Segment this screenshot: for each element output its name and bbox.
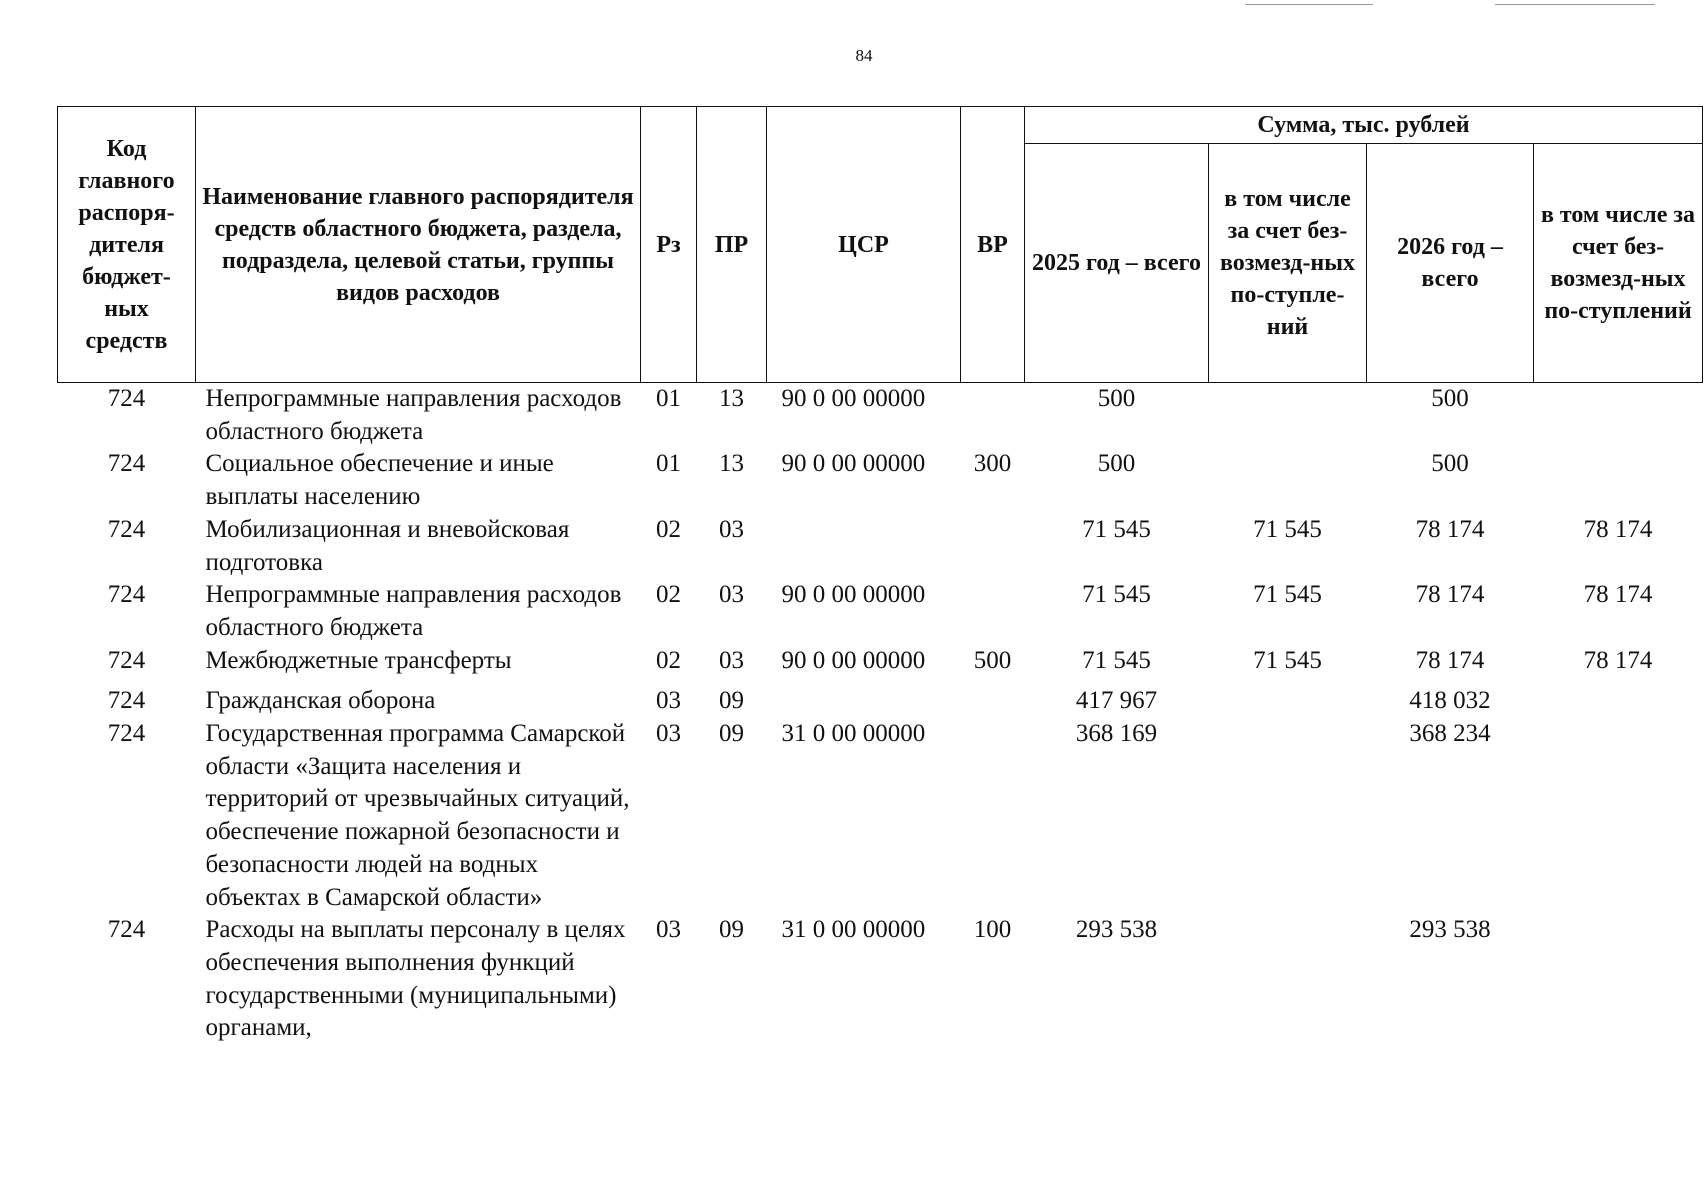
cell-csr: [767, 685, 961, 718]
cell-csr: 90 0 00 00000: [781, 450, 926, 478]
table-row: [58, 448, 1703, 513]
cell-rz: 03: [656, 687, 681, 715]
cell-name: Непрограммные направления расходов областного бюджета: [205, 581, 622, 641]
cell-pr: 13: [719, 385, 744, 412]
header-code: Код главного распоря-дителя бюджет-ных средств: [58, 107, 196, 383]
cell-vr: 500: [973, 646, 1012, 674]
cell-2026-total: 418 032: [1409, 687, 1491, 715]
cell-pr: 09: [719, 720, 744, 748]
cell-2025-free: [1209, 448, 1367, 513]
table-row: [58, 514, 1703, 579]
cell-name: Социальное обеспечение и иные выплаты населению: [205, 450, 554, 511]
cell-2025-free: 71 545: [1253, 581, 1322, 609]
cell-rz: 03: [656, 720, 681, 748]
cell-2025-total: 71 545: [1082, 581, 1151, 609]
cell-rz: 01: [656, 450, 681, 478]
cell-2026-total: 78 174: [1415, 646, 1485, 674]
cell-2026-free: 78 174: [1583, 646, 1653, 674]
cell-rz: 01: [656, 385, 681, 412]
cell-2026-total: 293 538: [1409, 916, 1491, 944]
cell-code: 724: [107, 581, 146, 609]
cell-vr: [961, 718, 1025, 914]
scan-artifact-line: [1495, 4, 1655, 5]
cell-2025-free: 71 545: [1253, 646, 1322, 674]
table-row: [58, 579, 1703, 644]
cell-2026-free: [1534, 914, 1703, 1045]
cell-2025-total: 500: [1097, 385, 1136, 412]
header-2026-total: 2026 год – всего: [1367, 144, 1534, 383]
cell-csr: 90 0 00 00000: [781, 385, 926, 412]
cell-pr: 03: [719, 581, 744, 609]
cell-2025-free: 71 545: [1253, 515, 1322, 543]
cell-2025-free: [1209, 685, 1367, 718]
table-row: [58, 645, 1703, 678]
cell-name: Непрограммные направления расходов областного бюджета: [205, 385, 622, 445]
spacer-cell: [58, 677, 1703, 685]
cell-vr: [961, 383, 1025, 449]
cell-2026-total: 500: [1431, 450, 1469, 478]
cell-vr: [961, 514, 1025, 579]
cell-2026-free: [1534, 383, 1703, 449]
cell-2026-total: 78 174: [1415, 515, 1485, 543]
cell-csr: 31 0 00 00000: [781, 916, 926, 944]
cell-csr: 90 0 00 00000: [781, 581, 926, 609]
cell-name: Мобилизационная и вневойсковая подготовка: [205, 515, 570, 576]
cell-pr: 09: [719, 687, 744, 715]
cell-csr: 90 0 00 00000: [781, 646, 926, 674]
cell-2026-free: 78 174: [1583, 515, 1653, 543]
cell-2025-total: 71 545: [1082, 646, 1151, 674]
cell-name: Гражданская оборона: [205, 687, 436, 715]
cell-name: Государственная программа Самарской области «Защита населения и территорий от чрезвычайных ситуаций, обеспечение пожарной безопасности и безопасности людей на водных объектах в Самарской области»: [205, 720, 630, 911]
cell-2026-total: 78 174: [1415, 581, 1485, 609]
cell-code: 724: [107, 916, 146, 944]
header-pr: ПР: [697, 107, 767, 383]
cell-rz: 02: [656, 646, 681, 674]
cell-2025-free: [1209, 718, 1367, 914]
cell-code: 724: [107, 720, 146, 748]
cell-2025-total: 293 538: [1075, 916, 1158, 944]
cell-pr: 09: [719, 916, 744, 944]
cell-csr: [767, 514, 961, 579]
cell-code: 724: [107, 450, 146, 478]
header-2025-free: в том числе за счет без-возмезд-ных по-ступле-ний: [1209, 144, 1367, 383]
page-number: 84: [855, 46, 873, 65]
cell-2026-free: [1534, 448, 1703, 513]
header-2025-total: 2025 год – всего: [1025, 144, 1209, 383]
header-sum: Сумма, тыс. рублей: [1025, 107, 1703, 144]
cell-csr: 31 0 00 00000: [781, 720, 926, 748]
cell-rz: 02: [656, 581, 681, 609]
cell-rz: 03: [656, 916, 681, 944]
cell-code: 724: [107, 385, 146, 412]
cell-name: Межбюджетные трансферты: [205, 646, 512, 674]
cell-pr: 03: [719, 646, 744, 674]
cell-rz: 02: [656, 515, 681, 543]
cell-2025-total: 500: [1097, 450, 1136, 478]
table-header: [58, 107, 1703, 383]
cell-name: Расходы на выплаты персоналу в целях обеспечения выполнения функций государственными (муниципальными) органами,: [205, 916, 626, 1042]
table-row: [58, 914, 1703, 1045]
budget-table: [57, 106, 1703, 1045]
header-name: Наименование главного распорядителя средств областного бюджета, раздела, подраздела, целевой статьи, группы видов расходов: [196, 107, 641, 383]
scan-artifact-line: [1245, 4, 1373, 5]
cell-2025-free: [1209, 383, 1367, 449]
cell-code: 724: [107, 515, 146, 543]
cell-vr: [961, 685, 1025, 718]
table-body: [58, 383, 1703, 1046]
cell-2026-free: [1534, 685, 1703, 718]
cell-2026-free: [1534, 718, 1703, 914]
table-row: [58, 718, 1703, 914]
cell-pr: 03: [719, 515, 744, 543]
row-spacer: [58, 677, 1703, 685]
cell-2025-free: [1209, 914, 1367, 1045]
cell-2026-total: 368 234: [1409, 720, 1491, 748]
header-rz: Рз: [641, 107, 697, 383]
header-vr: ВР: [961, 107, 1025, 383]
cell-vr: [961, 579, 1025, 644]
header-csr: ЦСР: [767, 107, 961, 383]
cell-2026-free: 78 174: [1583, 581, 1653, 609]
cell-code: 724: [107, 646, 146, 674]
cell-vr: 300: [973, 450, 1012, 478]
cell-code: 724: [107, 687, 146, 715]
cell-2025-total: 71 545: [1082, 515, 1151, 543]
table-row: [58, 685, 1703, 718]
cell-pr: 13: [719, 450, 744, 478]
table-row: [58, 383, 1703, 449]
cell-2026-total: 500: [1431, 385, 1469, 412]
cell-vr: 100: [973, 916, 1012, 944]
header-2026-free: в том числе за счет без-возмезд-ных по-ступлений: [1534, 144, 1703, 383]
cell-2025-total: 368 169: [1075, 720, 1158, 748]
cell-2025-total: 417 967: [1075, 687, 1158, 715]
